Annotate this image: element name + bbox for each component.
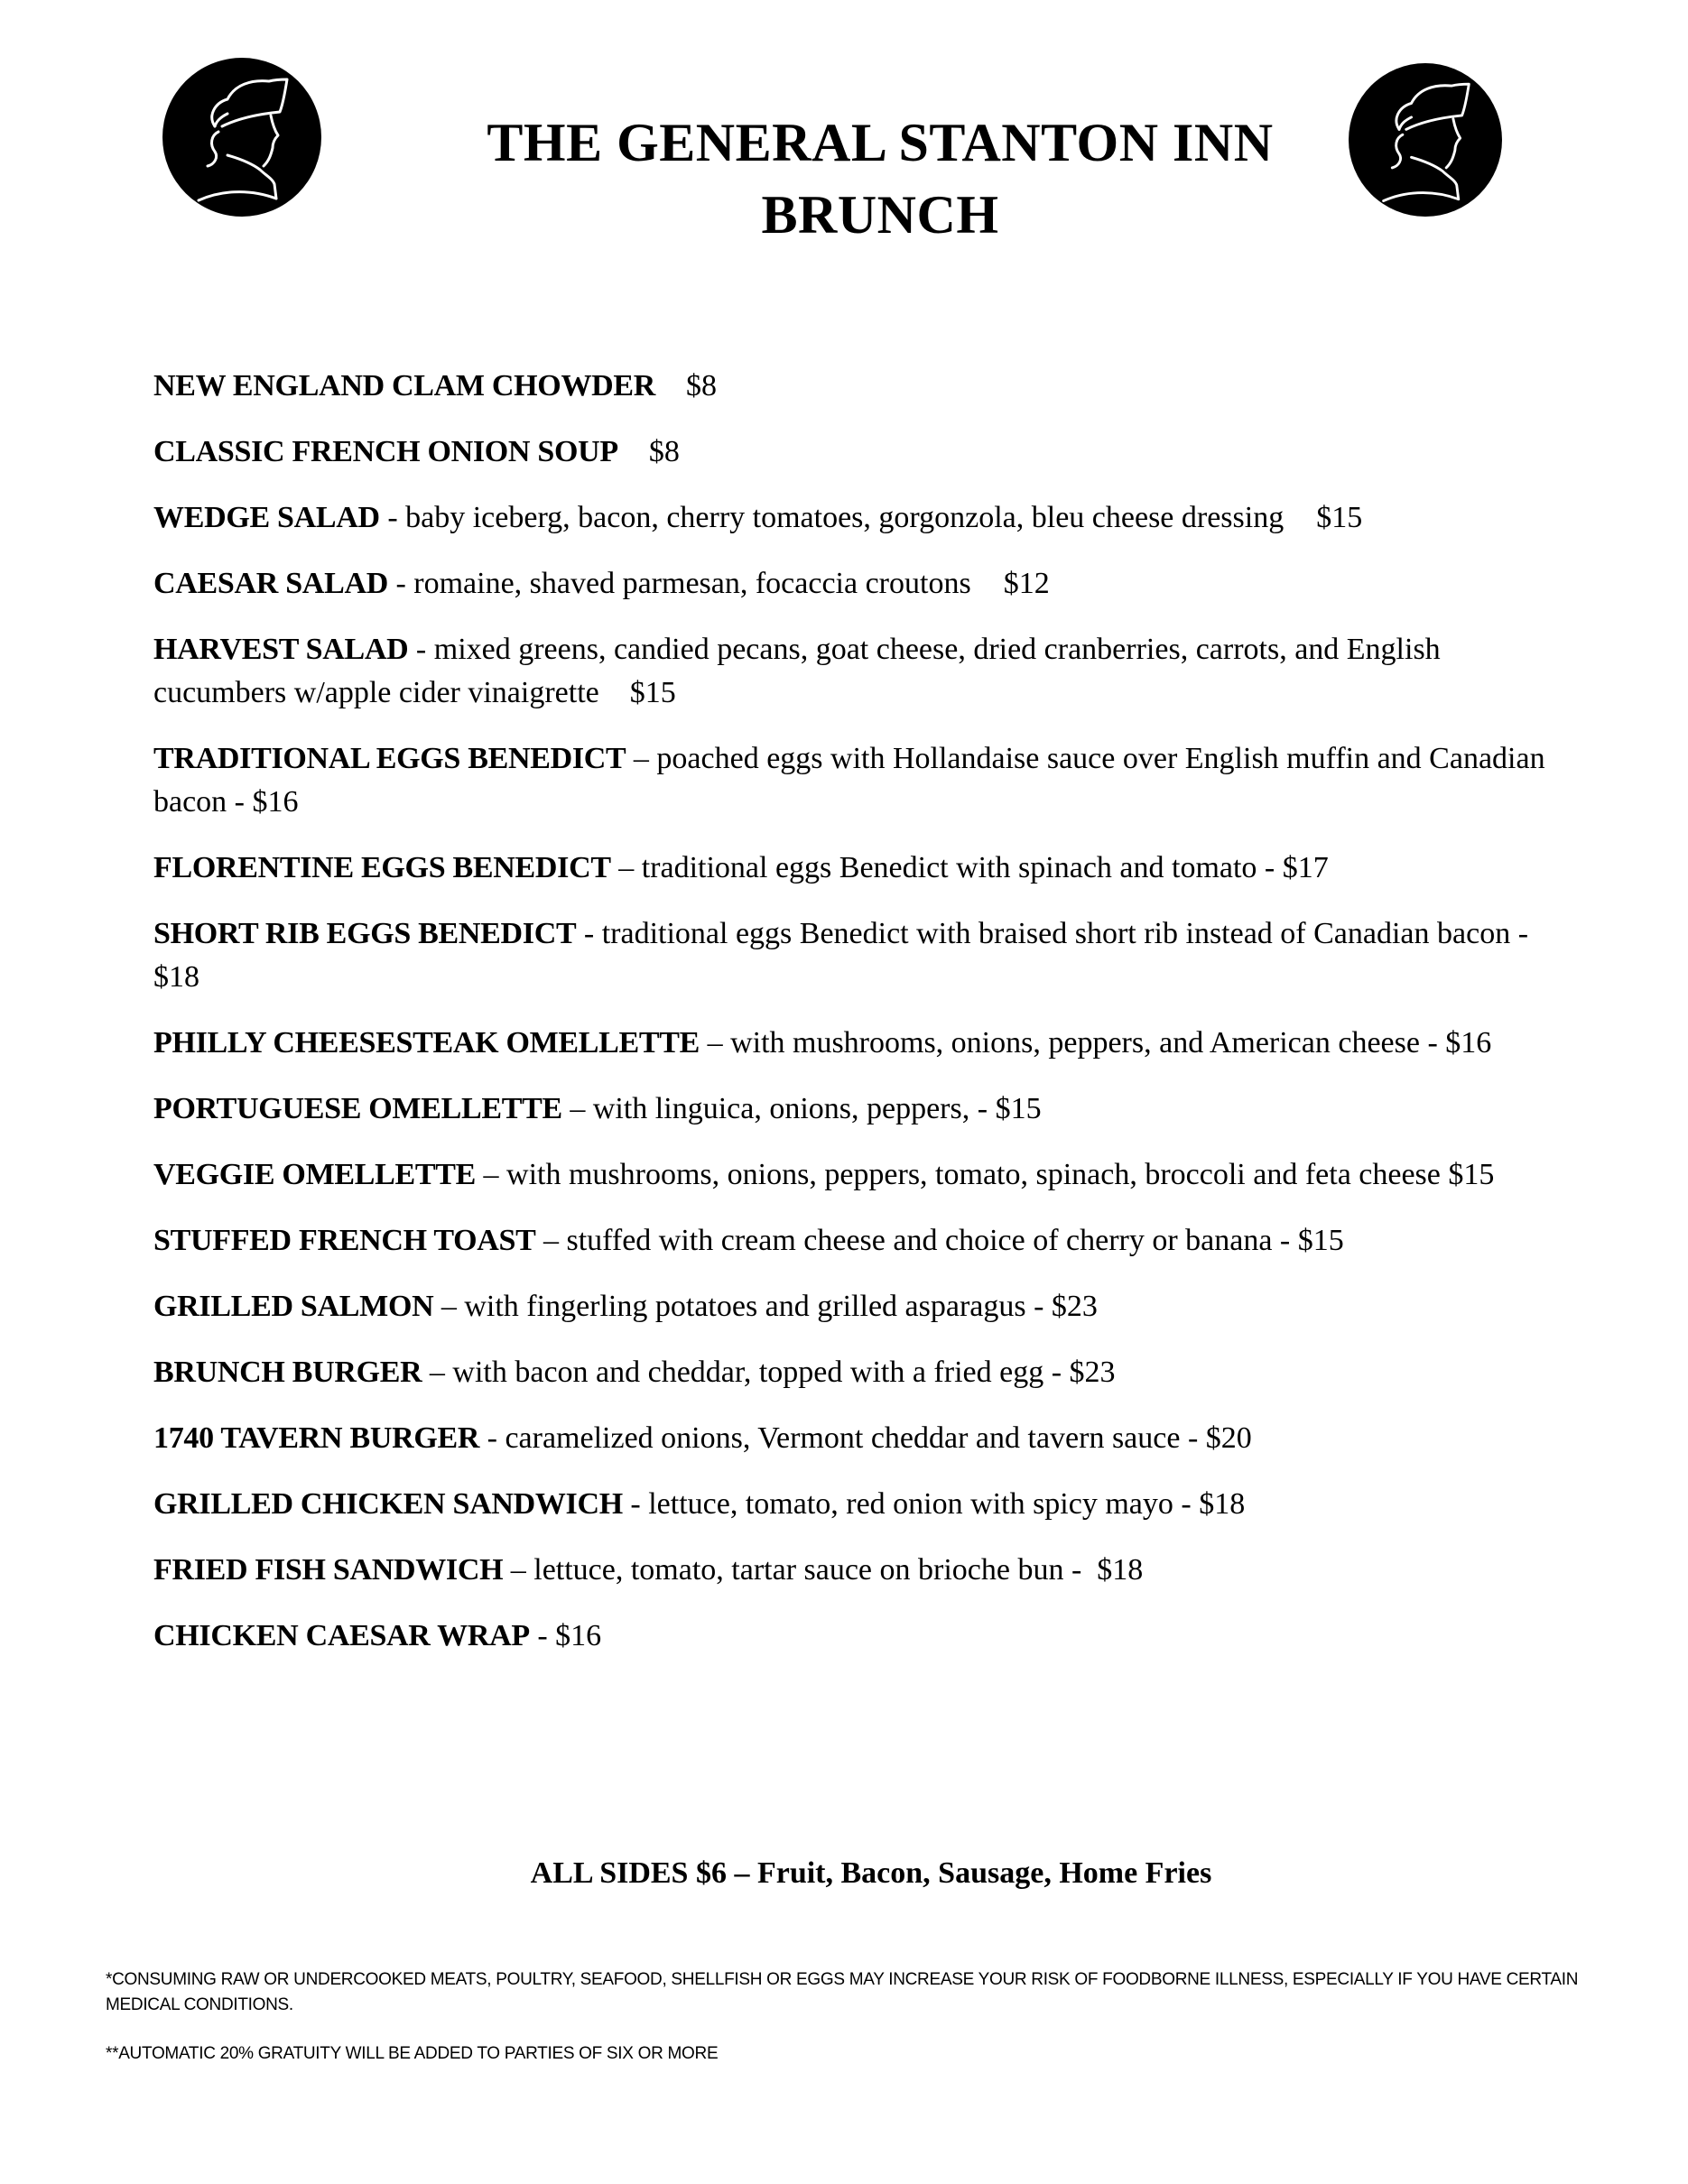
item-name: TRADITIONAL EGGS BENEDICT (153, 742, 626, 775)
item-name: NEW ENGLAND CLAM CHOWDER (153, 369, 656, 403)
item-separator: – (700, 1026, 731, 1060)
item-description: baby iceberg, bacon, cherry tomatoes, gorgonzola, bleu cheese dressing (405, 501, 1285, 534)
item-price: $18 (153, 960, 199, 994)
item-description: with mushrooms, onions, peppers, tomato, spinach, broccoli and feta cheese (506, 1158, 1449, 1191)
item-separator: - (387, 567, 414, 600)
menu-item-clam-chowder (153, 365, 1580, 408)
menu-item-french-onion-soup (153, 430, 1580, 474)
item-name: PHILLY CHEESESTEAK OMELLETTE (153, 1026, 700, 1060)
item-separator: – (476, 1158, 507, 1191)
item-price: $15 (1448, 1158, 1495, 1191)
menu-item-harvest-salad (153, 628, 1580, 715)
item-price: $17 (1282, 851, 1329, 884)
item-description: lettuce, tomato, tartar sauce on brioche bun - (533, 1553, 1098, 1587)
raw-food-warning: *CONSUMING RAW OR UNDERCOOKED MEATS, POULTRY, SEAFOOD, SHELLFISH OR EGGS MAY INCREASE YOUR RISK OF FOODBORNE ILLNESS, ESPECIALLY IF YOU HAVE CERTAIN MEDICAL CONDITIONS. (106, 1970, 1579, 2014)
menu-item-veggie-omelette (153, 1153, 1580, 1197)
menu-item-short-rib-eggs-benedict (153, 912, 1580, 999)
item-name: BRUNCH BURGER (153, 1356, 422, 1389)
item-separator: – (626, 742, 657, 775)
menu-item-stuffed-french-toast (153, 1219, 1580, 1263)
gratuity-notice: **AUTOMATIC 20% GRATUITY WILL BE ADDED TO PARTIES OF SIX OR MORE (106, 2044, 719, 2063)
menu-title: BRUNCH (761, 185, 999, 245)
menu-item-brunch-burger (153, 1351, 1580, 1394)
menu-item-portuguese-omelette (153, 1087, 1580, 1131)
item-description: stuffed with cream cheese and choice of cherry or banana - (566, 1224, 1298, 1257)
item-description: lettuce, tomato, red onion with spicy mayo - (648, 1487, 1200, 1521)
item-description: with mushrooms, onions, peppers, and American cheese - (730, 1026, 1446, 1060)
item-separator: - (576, 917, 602, 950)
item-description: mixed greens, candied pecans, goat cheese, dried cranberries, carrots, and English cucumbers w/apple cider vinaigrette (153, 633, 1441, 709)
item-name: VEGGIE OMELLETTE (153, 1158, 477, 1191)
item-name: FLORENTINE EGGS BENEDICT (153, 851, 611, 884)
item-name: SHORT RIB EGGS BENEDICT (153, 917, 577, 950)
item-price: $20 (1205, 1421, 1252, 1455)
sides-line: ALL SIDES $6 – Fruit, Bacon, Sausage, Home Fries (530, 1856, 1212, 1890)
item-description: poached eggs with Hollandaise sauce over English muffin and Canadian bacon - (153, 742, 1545, 819)
item-separator: – (503, 1553, 534, 1587)
item-name: 1740 TAVERN BURGER (153, 1421, 480, 1455)
item-price: $15 (1297, 1224, 1344, 1257)
item-price: $16 (252, 785, 299, 819)
item-name: HARVEST SALAD (153, 633, 409, 666)
menu-item-fried-fish-sandwich (153, 1549, 1580, 1592)
item-price: $23 (1051, 1290, 1098, 1323)
item-price: $16 (555, 1619, 602, 1652)
item-price: $15 (995, 1092, 1042, 1125)
menu-item-grilled-salmon (153, 1285, 1580, 1328)
item-name: CHICKEN CAESAR WRAP (153, 1619, 530, 1652)
item-separator: – (422, 1356, 453, 1389)
item-separator: - (529, 1619, 556, 1652)
item-separator: – (561, 1092, 593, 1125)
item-description: romaine, shaved parmesan, focaccia croutons (413, 567, 971, 600)
item-separator: – (433, 1290, 465, 1323)
item-price: $16 (1445, 1026, 1492, 1060)
menu-item-chicken-caesar-wrap (153, 1615, 1580, 1658)
item-separator: - (622, 1487, 649, 1521)
item-separator: - (408, 633, 434, 666)
footnotes (106, 1967, 1586, 2090)
menu-item-wedge-salad (153, 496, 1580, 540)
item-name: WEDGE SALAD (153, 501, 380, 534)
menu-item-traditional-eggs-benedict (153, 737, 1580, 824)
item-separator: – (610, 851, 642, 884)
item-price: $23 (1069, 1356, 1116, 1389)
item-name: PORTUGUESE OMELLETTE (153, 1092, 562, 1125)
item-name: GRILLED CHICKEN SANDWICH (153, 1487, 623, 1521)
menu-list (153, 365, 1580, 1680)
item-name: CAESAR SALAD (153, 567, 388, 600)
item-price: $15 (1316, 501, 1363, 534)
item-description: caramelized onions, Vermont cheddar and tavern sauce - (505, 1421, 1206, 1455)
item-name: STUFFED FRENCH TOAST (153, 1224, 536, 1257)
item-separator: - (479, 1421, 505, 1455)
item-price: $15 (629, 676, 676, 709)
item-description: traditional eggs Benedict with spinach and tomato - (641, 851, 1283, 884)
restaurant-name: THE GENERAL STANTON INN (487, 113, 1274, 172)
menu-item-philly-cheesesteak-omelette (153, 1022, 1580, 1065)
menu-item-caesar-salad (153, 562, 1580, 606)
item-name: FRIED FISH SANDWICH (153, 1553, 504, 1587)
item-name: CLASSIC FRENCH ONION SOUP (153, 435, 618, 468)
item-description: with bacon and cheddar, topped with a fried egg - (452, 1356, 1070, 1389)
item-price: $12 (1003, 567, 1050, 600)
page-title (0, 106, 1688, 251)
item-description: traditional eggs Benedict with braised short rib instead of Canadian bacon - (601, 917, 1529, 950)
item-description: with linguica, onions, peppers, - (592, 1092, 996, 1125)
item-separator: - (379, 501, 406, 534)
item-description: with fingerling potatoes and grilled asparagus - (464, 1290, 1052, 1323)
item-price: $8 (648, 435, 680, 468)
item-name: GRILLED SALMON (153, 1290, 434, 1323)
item-separator: – (535, 1224, 567, 1257)
menu-item-grilled-chicken-sandwich (153, 1483, 1580, 1526)
item-price: $18 (1199, 1487, 1246, 1521)
menu-item-1740-tavern-burger (153, 1417, 1580, 1460)
item-price: $18 (1097, 1553, 1144, 1587)
item-price: $8 (686, 369, 718, 403)
menu-item-florentine-eggs-benedict (153, 847, 1580, 890)
